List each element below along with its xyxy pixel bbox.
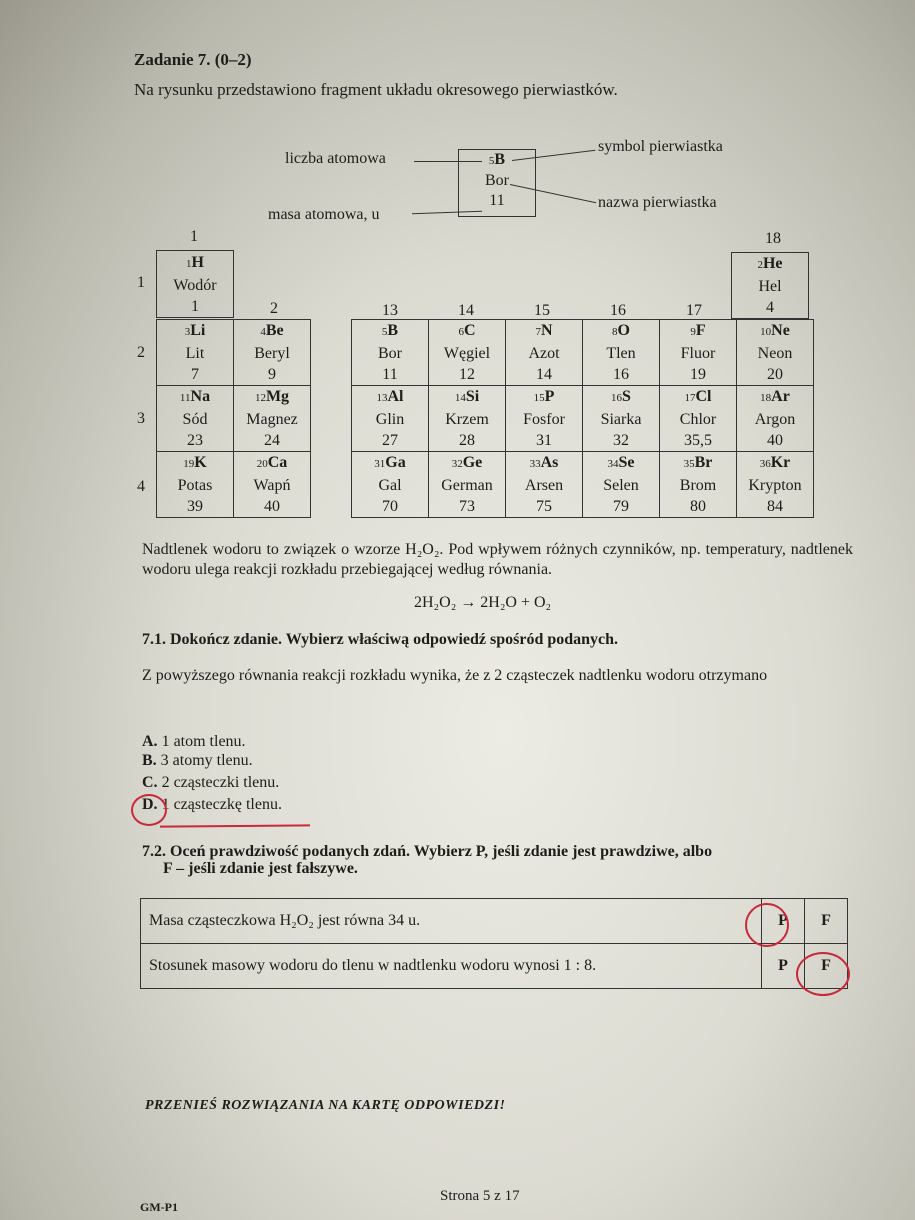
element-number: 20 [256, 458, 268, 470]
element-number: 34 [607, 458, 619, 470]
page-number: Strona 5 z 17 [440, 1188, 520, 1204]
element-name: Lit [185, 345, 205, 362]
legend-atomic-mass-label: masa atomowa, u [268, 206, 380, 223]
element-cell-ga [352, 452, 429, 518]
element-number: 6 [458, 326, 464, 338]
group-header-2: 2 [270, 300, 278, 317]
period-2: 2 [137, 344, 145, 361]
period-row [157, 320, 311, 386]
element-symbol: Si [465, 388, 480, 405]
element-cell-be [234, 320, 311, 386]
element-name: Wodór [173, 276, 217, 294]
element-symbol: N [540, 322, 553, 339]
option-text: 1 cząsteczkę tlenu. [161, 796, 282, 813]
period-row [352, 386, 814, 452]
element-number: 19 [183, 458, 195, 470]
reaction-equation: 2H₂O₂ → 2H₂O + O₂ [414, 594, 552, 611]
element-name: Hel [758, 278, 782, 295]
intro-paragraph: Nadtlenek wodoru to związek o wzorze H₂O₂. Pod wpływem różnych czynników, np. temperatury, nadtlenek wodoru ulega reakcji rozkładu przebiegającej według równania. [142, 541, 853, 578]
element-mass: 75 [536, 498, 552, 515]
transfer-answers-note: PRZENIEŚ ROZWIĄZANIA NA KARTĘ ODPOWIEDZI! [145, 1098, 506, 1113]
element-number: 5 [381, 326, 388, 338]
element-symbol: As [540, 454, 559, 471]
element-mass: 12 [459, 366, 475, 383]
periodic-table-right-block [351, 319, 814, 518]
element-name: Brom [679, 477, 717, 494]
element-symbol: Se [618, 454, 635, 471]
pen-circle-row2-f [796, 952, 850, 996]
exam-code: GM-P1 [140, 1200, 178, 1214]
group-header-13: 13 [382, 302, 398, 319]
element-name: Beryl [254, 345, 290, 362]
group-header-17: 17 [686, 302, 702, 319]
option-c[interactable] [142, 774, 279, 792]
group-header-18: 18 [765, 230, 781, 247]
element-cell-ne [737, 320, 814, 386]
element-number: 35 [683, 458, 695, 470]
element-number: 9 [690, 326, 696, 338]
question-7-1-heading: 7.1. Dokończ zdanie. Wybierz właściwą odpowiedź spośród podanych. [142, 631, 619, 648]
element-symbol: Na [190, 388, 211, 405]
element-name: German [441, 477, 493, 494]
legend-example-name: Bor [485, 172, 509, 189]
period-4: 4 [137, 478, 145, 495]
element-number: 12 [254, 392, 266, 404]
element-number: 4 [260, 326, 266, 338]
legend-atomic-number-label: liczba atomowa [285, 150, 386, 167]
element-cell-se [583, 452, 660, 518]
element-cell-li [157, 320, 234, 386]
option-a[interactable] [142, 733, 246, 751]
false-option-1[interactable]: F [805, 899, 848, 944]
element-name: Argon [754, 411, 796, 428]
legend-example-number: 5 [488, 155, 495, 167]
true-option-2[interactable]: P [762, 944, 805, 989]
element-mass: 1 [191, 297, 199, 315]
element-cell-h [157, 251, 234, 318]
element-mass: 9 [268, 366, 276, 383]
element-symbol: Be [265, 322, 284, 339]
element-symbol: C [463, 322, 476, 339]
element-cell-s [583, 386, 660, 452]
period-1: 1 [137, 274, 145, 291]
element-mass: 7 [191, 366, 199, 383]
element-symbol: Kr [770, 454, 791, 471]
element-symbol: Ar [771, 388, 790, 405]
period-row [157, 452, 311, 518]
element-name: Tlen [606, 345, 636, 362]
option-b[interactable] [142, 752, 253, 770]
element-number: 11 [179, 392, 191, 404]
element-symbol: B [387, 322, 399, 339]
element-mass: 39 [187, 498, 203, 515]
element-mass: 4 [766, 299, 774, 316]
element-number: 8 [612, 326, 618, 338]
task-intro: Na rysunku przedstawiono fragment układu okresowego pierwiastków. [134, 80, 618, 99]
group-header-16: 16 [610, 302, 626, 319]
element-cell-ca [234, 452, 311, 518]
element-symbol: Li [190, 322, 206, 339]
element-mass: 24 [264, 432, 280, 449]
element-cell-p [506, 386, 583, 452]
element-number: 31 [374, 458, 386, 470]
option-letter: A. [142, 733, 158, 750]
element-name: Siarka [600, 411, 642, 428]
group-header-1: 1 [190, 228, 198, 245]
element-name: Neon [757, 345, 793, 362]
element-mass: 11 [382, 366, 398, 383]
task-title: Zadanie 7. (0–2) [134, 50, 252, 69]
element-number: 33 [529, 458, 541, 470]
table-row [141, 899, 848, 944]
element-mass: 73 [459, 498, 475, 515]
statement-1: Masa cząsteczkowa H₂O₂ jest równa 34 u. [141, 899, 762, 944]
element-symbol: Br [694, 454, 713, 471]
element-mass: 40 [264, 498, 280, 515]
element-symbol: K [194, 454, 207, 471]
element-mass: 14 [536, 366, 552, 383]
element-name: Wapń [253, 477, 291, 494]
period-row [157, 386, 311, 452]
element-cell-b [352, 320, 429, 386]
element-cell-ar [737, 386, 814, 452]
element-cell-n [506, 320, 583, 386]
element-mass: 40 [767, 432, 783, 449]
element-name: Potas [177, 477, 213, 494]
element-cell-cl [660, 386, 737, 452]
element-mass: 28 [459, 432, 475, 449]
element-hydrogen-table [156, 250, 234, 318]
element-name: Sód [182, 411, 208, 428]
option-letter: C. [142, 774, 158, 791]
true-false-table [140, 898, 848, 989]
element-cell-br [660, 452, 737, 518]
element-mass: 70 [382, 498, 398, 515]
element-number: 2 [757, 259, 763, 271]
element-number: 1 [186, 257, 192, 270]
element-cell-si [429, 386, 506, 452]
element-symbol: S [622, 388, 631, 405]
element-name: Magnez [246, 411, 298, 428]
group-header-15: 15 [534, 302, 550, 319]
element-name: Fosfor [523, 411, 565, 428]
pen-circle-row1-p [745, 903, 789, 947]
option-text: 2 cząsteczki tlenu. [161, 774, 280, 791]
element-mass: 79 [613, 498, 629, 515]
element-helium-table [731, 252, 809, 319]
element-mass: 23 [187, 432, 203, 449]
option-letter: B. [142, 752, 157, 769]
element-cell-k [157, 452, 234, 518]
true-option-1[interactable]: P [762, 899, 805, 944]
table-row [141, 944, 848, 989]
legend-symbol-label: symbol pierwiastka [598, 138, 723, 155]
element-name: Selen [603, 477, 639, 494]
element-symbol: H [191, 253, 204, 271]
element-mass: 19 [690, 366, 706, 383]
element-name: Krypton [748, 477, 802, 494]
option-text: 1 atom tlenu. [161, 733, 246, 750]
element-cell-mg [234, 386, 311, 452]
legend-name-label: nazwa pierwiastka [598, 194, 717, 211]
element-mass: 84 [767, 498, 783, 515]
element-symbol: Ca [267, 454, 288, 471]
element-mass: 31 [536, 432, 552, 449]
element-symbol: Cl [695, 388, 712, 405]
element-cell-f [660, 320, 737, 386]
element-cell-as [506, 452, 583, 518]
element-name: Fluor [680, 345, 716, 362]
element-number: 36 [759, 458, 771, 470]
element-symbol: Ga [385, 454, 406, 471]
element-name: Węgiel [443, 345, 491, 362]
element-number: 17 [684, 392, 696, 404]
period-row [352, 320, 814, 386]
question-7-2-heading-line2: F – jeśli zdanie jest fałszywe. [163, 860, 358, 877]
element-cell-na [157, 386, 234, 452]
question-7-1-stem: Z powyższego równania reakcji rozkładu wynika, że z 2 cząsteczek nadtlenku wodoru otrzymano [142, 667, 768, 684]
element-cell-kr [737, 452, 814, 518]
element-symbol: O [617, 322, 630, 339]
false-option-2[interactable]: F [805, 944, 848, 989]
element-symbol: P [544, 388, 555, 405]
element-number: 18 [760, 392, 772, 404]
element-mass: 20 [767, 366, 783, 383]
legend-example-symbol: B [494, 151, 506, 168]
element-cell-c [429, 320, 506, 386]
element-name: Azot [528, 345, 560, 362]
element-symbol: Al [387, 388, 404, 405]
element-cell-ge [429, 452, 506, 518]
element-name: Arsen [524, 477, 564, 494]
element-symbol: He [762, 255, 783, 272]
legend-example-cell [458, 149, 536, 217]
legend-example-mass: 11 [489, 192, 505, 209]
element-mass: 27 [382, 432, 398, 449]
element-mass: 32 [613, 432, 629, 449]
element-name: Glin [375, 411, 405, 428]
element-number: 15 [533, 392, 545, 404]
element-cell-o [583, 320, 660, 386]
pen-underline-option-d [160, 824, 310, 827]
element-name: Krzem [445, 411, 489, 428]
element-name: Bor [378, 345, 402, 362]
element-name: Chlor [679, 411, 717, 428]
element-mass: 80 [690, 498, 706, 515]
element-name: Gal [378, 477, 402, 494]
element-number: 7 [535, 326, 541, 338]
element-symbol: F [695, 322, 706, 339]
element-mass: 16 [613, 366, 629, 383]
element-symbol: Mg [265, 388, 290, 405]
option-text: 3 atomy tlenu. [160, 752, 253, 769]
pen-circle-option-d [131, 794, 167, 826]
element-symbol: Ne [771, 322, 790, 339]
element-cell-al [352, 386, 429, 452]
group-header-14: 14 [458, 302, 474, 319]
element-cell-he [732, 253, 809, 319]
element-number: 10 [760, 326, 772, 338]
element-mass: 35,5 [684, 432, 712, 449]
periodic-table-left-block [156, 319, 311, 518]
period-3: 3 [137, 410, 145, 427]
element-number: 3 [184, 326, 191, 338]
option-letter: D. [142, 796, 158, 813]
element-symbol: Ge [462, 454, 483, 471]
element-number: 13 [376, 392, 388, 404]
statement-2: Stosunek masowy wodoru do tlenu w nadtlenku wodoru wynosi 1 : 8. [141, 944, 762, 989]
question-7-2-heading-line1: 7.2. Oceń prawdziwość podanych zdań. Wybierz P, jeśli zdanie jest prawdziwe, albo [142, 843, 713, 860]
period-row [352, 452, 814, 518]
element-number: 14 [454, 392, 466, 404]
element-number: 16 [611, 392, 623, 404]
element-number: 32 [451, 458, 463, 470]
